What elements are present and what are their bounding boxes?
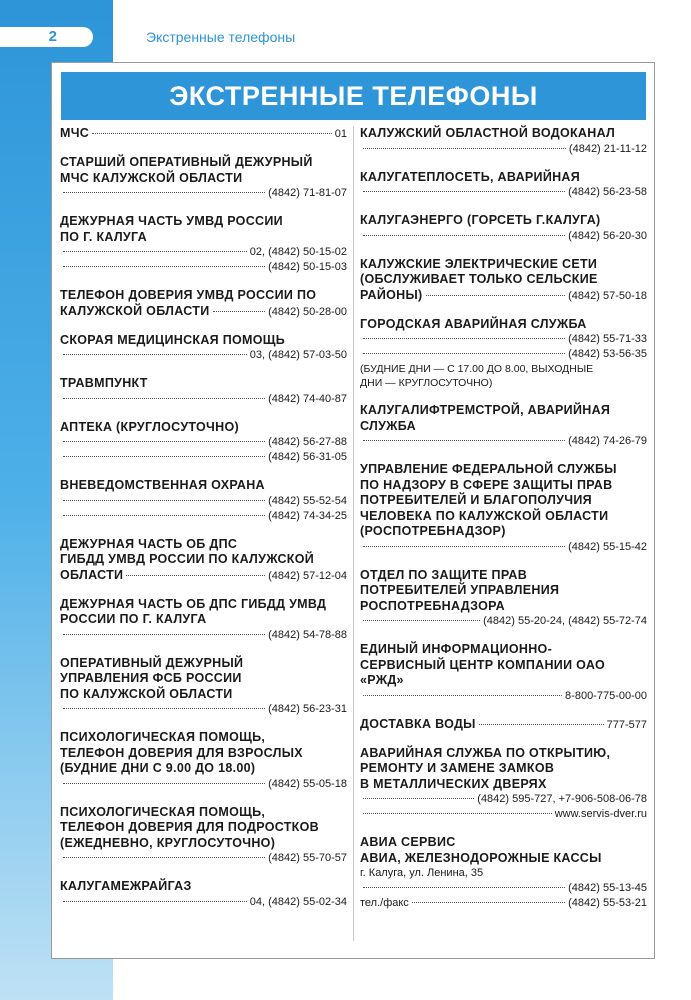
entry-label: ДОСТАВКА ВОДЫ — [360, 716, 476, 731]
directory-entry — [60, 730, 347, 792]
phone-line — [60, 304, 347, 320]
directory-entry — [60, 376, 347, 407]
entry-title: ОТДЕЛ ПО ЗАЩИТЕ ПРАВ — [360, 567, 528, 582]
phone-number: (4842) 56-27-88 — [268, 436, 347, 448]
entry-title: РОСПОТРЕБНАДЗОРА — [360, 598, 505, 613]
entry-title: «РЖД» — [360, 673, 404, 687]
phone-number: (4842) 55-13-45 — [568, 882, 647, 894]
dot-leader — [363, 887, 565, 888]
entry-title: ТЕЛЕФОН ДОВЕРИЯ ДЛЯ ПОДРОСТКОВ — [60, 820, 319, 834]
phone-line — [360, 881, 647, 896]
dot-leader — [479, 724, 604, 725]
entry-title: КАЛУЖСКИЕ ЭЛЕКТРИЧЕСКИЕ СЕТИ — [360, 256, 598, 271]
phone-number: (4842) 74-26-79 — [568, 435, 647, 447]
phone-number: (4842) 55-15-42 — [568, 540, 647, 553]
entry-title: ДЕЖУРНАЯ ЧАСТЬ УМВД РОССИИ — [60, 214, 283, 228]
entry-title: МЧС КАЛУЖСКОЙ ОБЛАСТИ — [60, 170, 243, 185]
page-number: 2 — [0, 27, 93, 47]
dot-leader — [63, 266, 265, 267]
phone-number: (4842) 53-56-35 — [568, 348, 647, 360]
entry-title: ОПЕРАТИВНЫЙ ДЕЖУРНЫЙ — [60, 655, 244, 670]
entry-title: УПРАВЛЕНИЕ ФЕДЕРАЛЬНОЙ СЛУЖБЫ — [360, 462, 617, 476]
phone-number: (4842) 57-50-18 — [568, 289, 647, 302]
directory-entry — [360, 835, 647, 911]
phone-number: (4842) 21-11-12 — [568, 142, 647, 155]
directory-entry — [60, 288, 347, 320]
phone-line — [60, 186, 347, 201]
dot-leader — [63, 456, 265, 457]
directory-entry — [360, 257, 647, 304]
phone-number: 04, (4842) 55-02-34 — [249, 895, 347, 908]
entry-title: СТАРШИЙ ОПЕРАТИВНЫЙ ДЕЖУРНЫЙ — [60, 155, 313, 169]
entry-label: РАЙОНЫ) — [360, 287, 423, 302]
dot-leader — [426, 295, 566, 296]
entry-title: СКОРАЯ МЕДИЦИНСКАЯ ПОМОЩЬ — [60, 332, 286, 347]
phone-number: (4842) 56-23-58 — [568, 186, 647, 198]
directory-entry — [360, 717, 647, 733]
entry-label: ОБЛАСТИ — [60, 567, 124, 582]
page-title: ЭКСТРЕННЫЕ ТЕЛЕФОНЫ — [61, 72, 646, 120]
phone-number: www.servis-dver.ru — [554, 808, 647, 820]
phone-line — [60, 126, 347, 142]
entry-title: СЕРВИСНЫЙ ЦЕНТР КОМПАНИИ ОАО — [360, 657, 606, 672]
entry-title: КАЛУГАЛИФТРЕМСТРОЙ, АВАРИЙНАЯ — [360, 403, 611, 417]
dot-leader — [63, 783, 265, 784]
phone-line — [360, 540, 647, 555]
dot-leader — [63, 441, 265, 442]
phone-line — [60, 851, 347, 866]
phone-line — [360, 142, 647, 157]
entry-title: ЕДИНЫЙ ИНФОРМАЦИОННО- — [360, 642, 553, 656]
entry-title: (БУДНИЕ ДНИ С 9.00 ДО 18.00) — [60, 761, 256, 775]
directory-entry — [360, 317, 647, 391]
phone-number: (4842) 55-71-33 — [568, 333, 647, 345]
dot-leader — [363, 148, 566, 149]
entry-title: УПРАВЛЕНИЯ ФСБ РОССИИ — [60, 671, 242, 685]
phone-line — [360, 185, 647, 200]
dot-leader — [412, 902, 565, 903]
dot-leader — [363, 235, 565, 236]
directory-entry — [60, 126, 347, 142]
phone-number: (4842) 56-20-30 — [568, 229, 647, 242]
phone-number: (4842) 56-23-31 — [268, 703, 347, 715]
dot-leader — [63, 901, 247, 902]
phone-line — [360, 229, 647, 244]
entry-address: г. Калуга, ул. Ленина, 35 — [360, 867, 484, 879]
phone-line — [60, 509, 347, 524]
phone-line — [60, 392, 347, 407]
dot-leader — [363, 338, 565, 339]
phone-number: (4842) 50-15-03 — [268, 261, 347, 273]
phone-number: (4842) 74-34-25 — [268, 509, 347, 522]
entry-title: ПОТРЕБИТЕЛЕЙ УПРАВЛЕНИЯ — [360, 583, 560, 597]
phone-line — [60, 260, 347, 275]
phone-line — [60, 628, 347, 643]
dot-leader — [363, 620, 480, 621]
dot-leader — [63, 192, 265, 193]
directory-entry — [60, 333, 347, 364]
entry-title: РЕМОНТУ И ЗАМЕНЕ ЗАМКОВ — [360, 761, 555, 775]
phone-number: (4842) 57-12-04 — [268, 569, 347, 582]
directory-entry — [60, 155, 347, 201]
entry-title: АВИА, ЖЕЛЕЗНОДОРОЖНЫЕ КАССЫ — [360, 850, 602, 865]
entry-title: В МЕТАЛЛИЧЕСКИХ ДВЕРЯХ — [360, 776, 547, 791]
dot-leader — [63, 515, 265, 516]
directory-entry — [360, 642, 647, 704]
entry-title: КАЛУГАЭНЕРГО (ГОРСЕТЬ Г.КАЛУГА) — [360, 213, 601, 227]
phone-line — [60, 348, 347, 363]
phone-number: (4842) 50-28-00 — [268, 305, 347, 318]
entry-title: ПО КАЛУЖСКОЙ ОБЛАСТИ — [60, 686, 233, 701]
entry-title: ГОРОДСКАЯ АВАРИЙНАЯ СЛУЖБА — [360, 316, 587, 331]
phone-number: (4842) 55-53-21 — [568, 897, 647, 909]
directory-entry — [60, 656, 347, 718]
entry-title: ПСИХОЛОГИЧЕСКАЯ ПОМОЩЬ, — [60, 804, 266, 819]
dot-leader — [63, 634, 265, 635]
dot-leader — [63, 708, 265, 709]
left-column — [60, 126, 347, 923]
phone-line — [360, 896, 647, 911]
entry-note: ДНИ — КРУГЛОСУТОЧНО) — [360, 377, 493, 389]
entry-title: ГИБДД УМВД РОССИИ ПО КАЛУЖСКОЙ — [60, 552, 315, 566]
dot-leader — [213, 311, 266, 312]
phone-line — [360, 792, 647, 807]
phone-line — [60, 494, 347, 509]
directory-entry — [60, 805, 347, 867]
dot-leader — [63, 857, 265, 858]
entry-title: (ЕЖЕДНЕВНО, КРУГЛОСУТОЧНО) — [60, 835, 276, 850]
directory-entry — [60, 214, 347, 275]
phone-number: 777-577 — [606, 718, 647, 731]
directory-entry — [360, 746, 647, 823]
phone-line — [60, 777, 347, 792]
entry-title: КАЛУЖСКИЙ ОБЛАСТНОЙ ВОДОКАНАЛ — [360, 126, 616, 140]
phone-number: 03, (4842) 57-03-50 — [249, 349, 347, 361]
column-divider — [353, 126, 354, 941]
entry-title: ПО НАДЗОРУ В СФЕРЕ ЗАЩИТЫ ПРАВ — [360, 477, 613, 492]
phone-line — [360, 614, 647, 629]
phone-line — [60, 450, 347, 465]
dot-leader — [63, 251, 247, 252]
dot-leader — [126, 575, 265, 576]
entry-title: ДЕЖУРНАЯ ЧАСТЬ ОБ ДПС — [60, 536, 238, 551]
directory-entry — [60, 420, 347, 466]
phone-line — [60, 702, 347, 717]
entry-title: ЧЕЛОВЕКА ПО КАЛУЖСКОЙ ОБЛАСТИ — [360, 508, 609, 523]
entry-title: ТЕЛЕФОН ДОВЕРИЯ УМВД РОССИИ ПО — [60, 288, 317, 302]
dot-leader — [92, 133, 332, 134]
entry-title: (ОБСЛУЖИВАЕТ ТОЛЬКО СЕЛЬСКИЕ — [360, 272, 598, 286]
dot-leader — [63, 354, 247, 355]
directory-entry — [60, 879, 347, 910]
dot-leader — [63, 398, 265, 399]
phone-number: (4842) 55-70-57 — [268, 852, 347, 864]
phone-number: 02, (4842) 50-15-02 — [249, 246, 347, 258]
entry-title: СЛУЖБА — [360, 418, 416, 433]
dot-leader — [363, 695, 562, 696]
dot-leader — [363, 813, 552, 814]
entry-note: (БУДНИЕ ДНИ — С 17.00 ДО 8.00, ВЫХОДНЫЕ — [360, 363, 594, 375]
dot-leader — [363, 440, 565, 441]
directory-entry — [60, 537, 347, 584]
phone-line — [360, 689, 647, 704]
entry-label: КАЛУЖСКОЙ ОБЛАСТИ — [60, 303, 210, 318]
entry-title: АВИА СЕРВИС — [360, 835, 456, 849]
phone-line — [360, 434, 647, 449]
phone-line — [360, 332, 647, 347]
right-column — [360, 126, 647, 924]
entry-title: ВНЕВЕДОМСТВЕННАЯ ОХРАНА — [60, 478, 265, 492]
phone-line — [360, 807, 647, 822]
phone-line — [360, 288, 647, 304]
entry-title: КАЛУГАМЕЖРАЙГАЗ — [60, 879, 192, 893]
phone-line — [60, 895, 347, 910]
phone-line — [60, 568, 347, 584]
dot-leader — [363, 798, 474, 799]
running-title: Экстренные телефоны — [146, 29, 296, 45]
directory-entry — [360, 213, 647, 244]
phone-number: (4842) 71-81-07 — [268, 187, 347, 199]
phone-line — [60, 435, 347, 450]
entry-title: РОССИИ ПО Г. КАЛУГА — [60, 612, 207, 626]
phone-number: 01 — [334, 128, 347, 140]
entry-title: ПО Г. КАЛУГА — [60, 229, 147, 244]
phone-line — [360, 347, 647, 362]
directory-entry — [360, 170, 647, 201]
phone-number: (4842) 54-78-88 — [268, 628, 347, 641]
dot-leader — [63, 500, 265, 501]
phone-line — [60, 245, 347, 260]
directory-entry — [360, 403, 647, 449]
phone-number: (4842) 595-727, +7-906-508-06-78 — [477, 793, 647, 805]
dot-leader — [363, 353, 565, 354]
phone-number: (4842) 55-52-54 — [268, 494, 347, 507]
phone-line — [360, 717, 647, 733]
entry-title: АПТЕКА (КРУГЛОСУТОЧНО) — [60, 419, 239, 434]
entry-title: ПОТРЕБИТЕЛЕЙ И БЛАГОПОЛУЧИЯ — [360, 493, 592, 507]
phone-number: (4842) 55-05-18 — [268, 777, 347, 790]
directory-entry — [360, 568, 647, 630]
directory-entry — [360, 126, 647, 157]
entry-title: АВАРИЙНАЯ СЛУЖБА ПО ОТКРЫТИЮ, — [360, 745, 611, 760]
directory-panel — [51, 62, 655, 959]
entry-title: ТЕЛЕФОН ДОВЕРИЯ ДЛЯ ВЗРОСЛЫХ — [60, 745, 303, 760]
phone-number: (4842) 74-40-87 — [268, 392, 347, 405]
entry-title: (РОСПОТРЕБНАДЗОР) — [360, 524, 506, 538]
phone-number: (4842) 55-20-24, (4842) 55-72-74 — [483, 615, 647, 627]
entry-label: МЧС — [60, 126, 90, 140]
phone-number: 8-800-775-00-00 — [565, 689, 647, 702]
directory-entry — [60, 478, 347, 524]
entry-title: ПСИХОЛОГИЧЕСКАЯ ПОМОЩЬ, — [60, 730, 266, 744]
phone-number: (4842) 56-31-05 — [268, 451, 347, 463]
entry-title: ДЕЖУРНАЯ ЧАСТЬ ОБ ДПС ГИБДД УМВД — [60, 596, 327, 611]
entry-title: КАЛУГАТЕПЛОСЕТЬ, АВАРИЙНАЯ — [360, 169, 581, 184]
directory-entry — [360, 462, 647, 555]
dot-leader — [363, 546, 565, 547]
directory-entry — [60, 597, 347, 643]
entry-title: ТРАВМПУНКТ — [60, 376, 148, 390]
entry-label: тел./факс — [360, 897, 409, 909]
dot-leader — [363, 191, 565, 192]
